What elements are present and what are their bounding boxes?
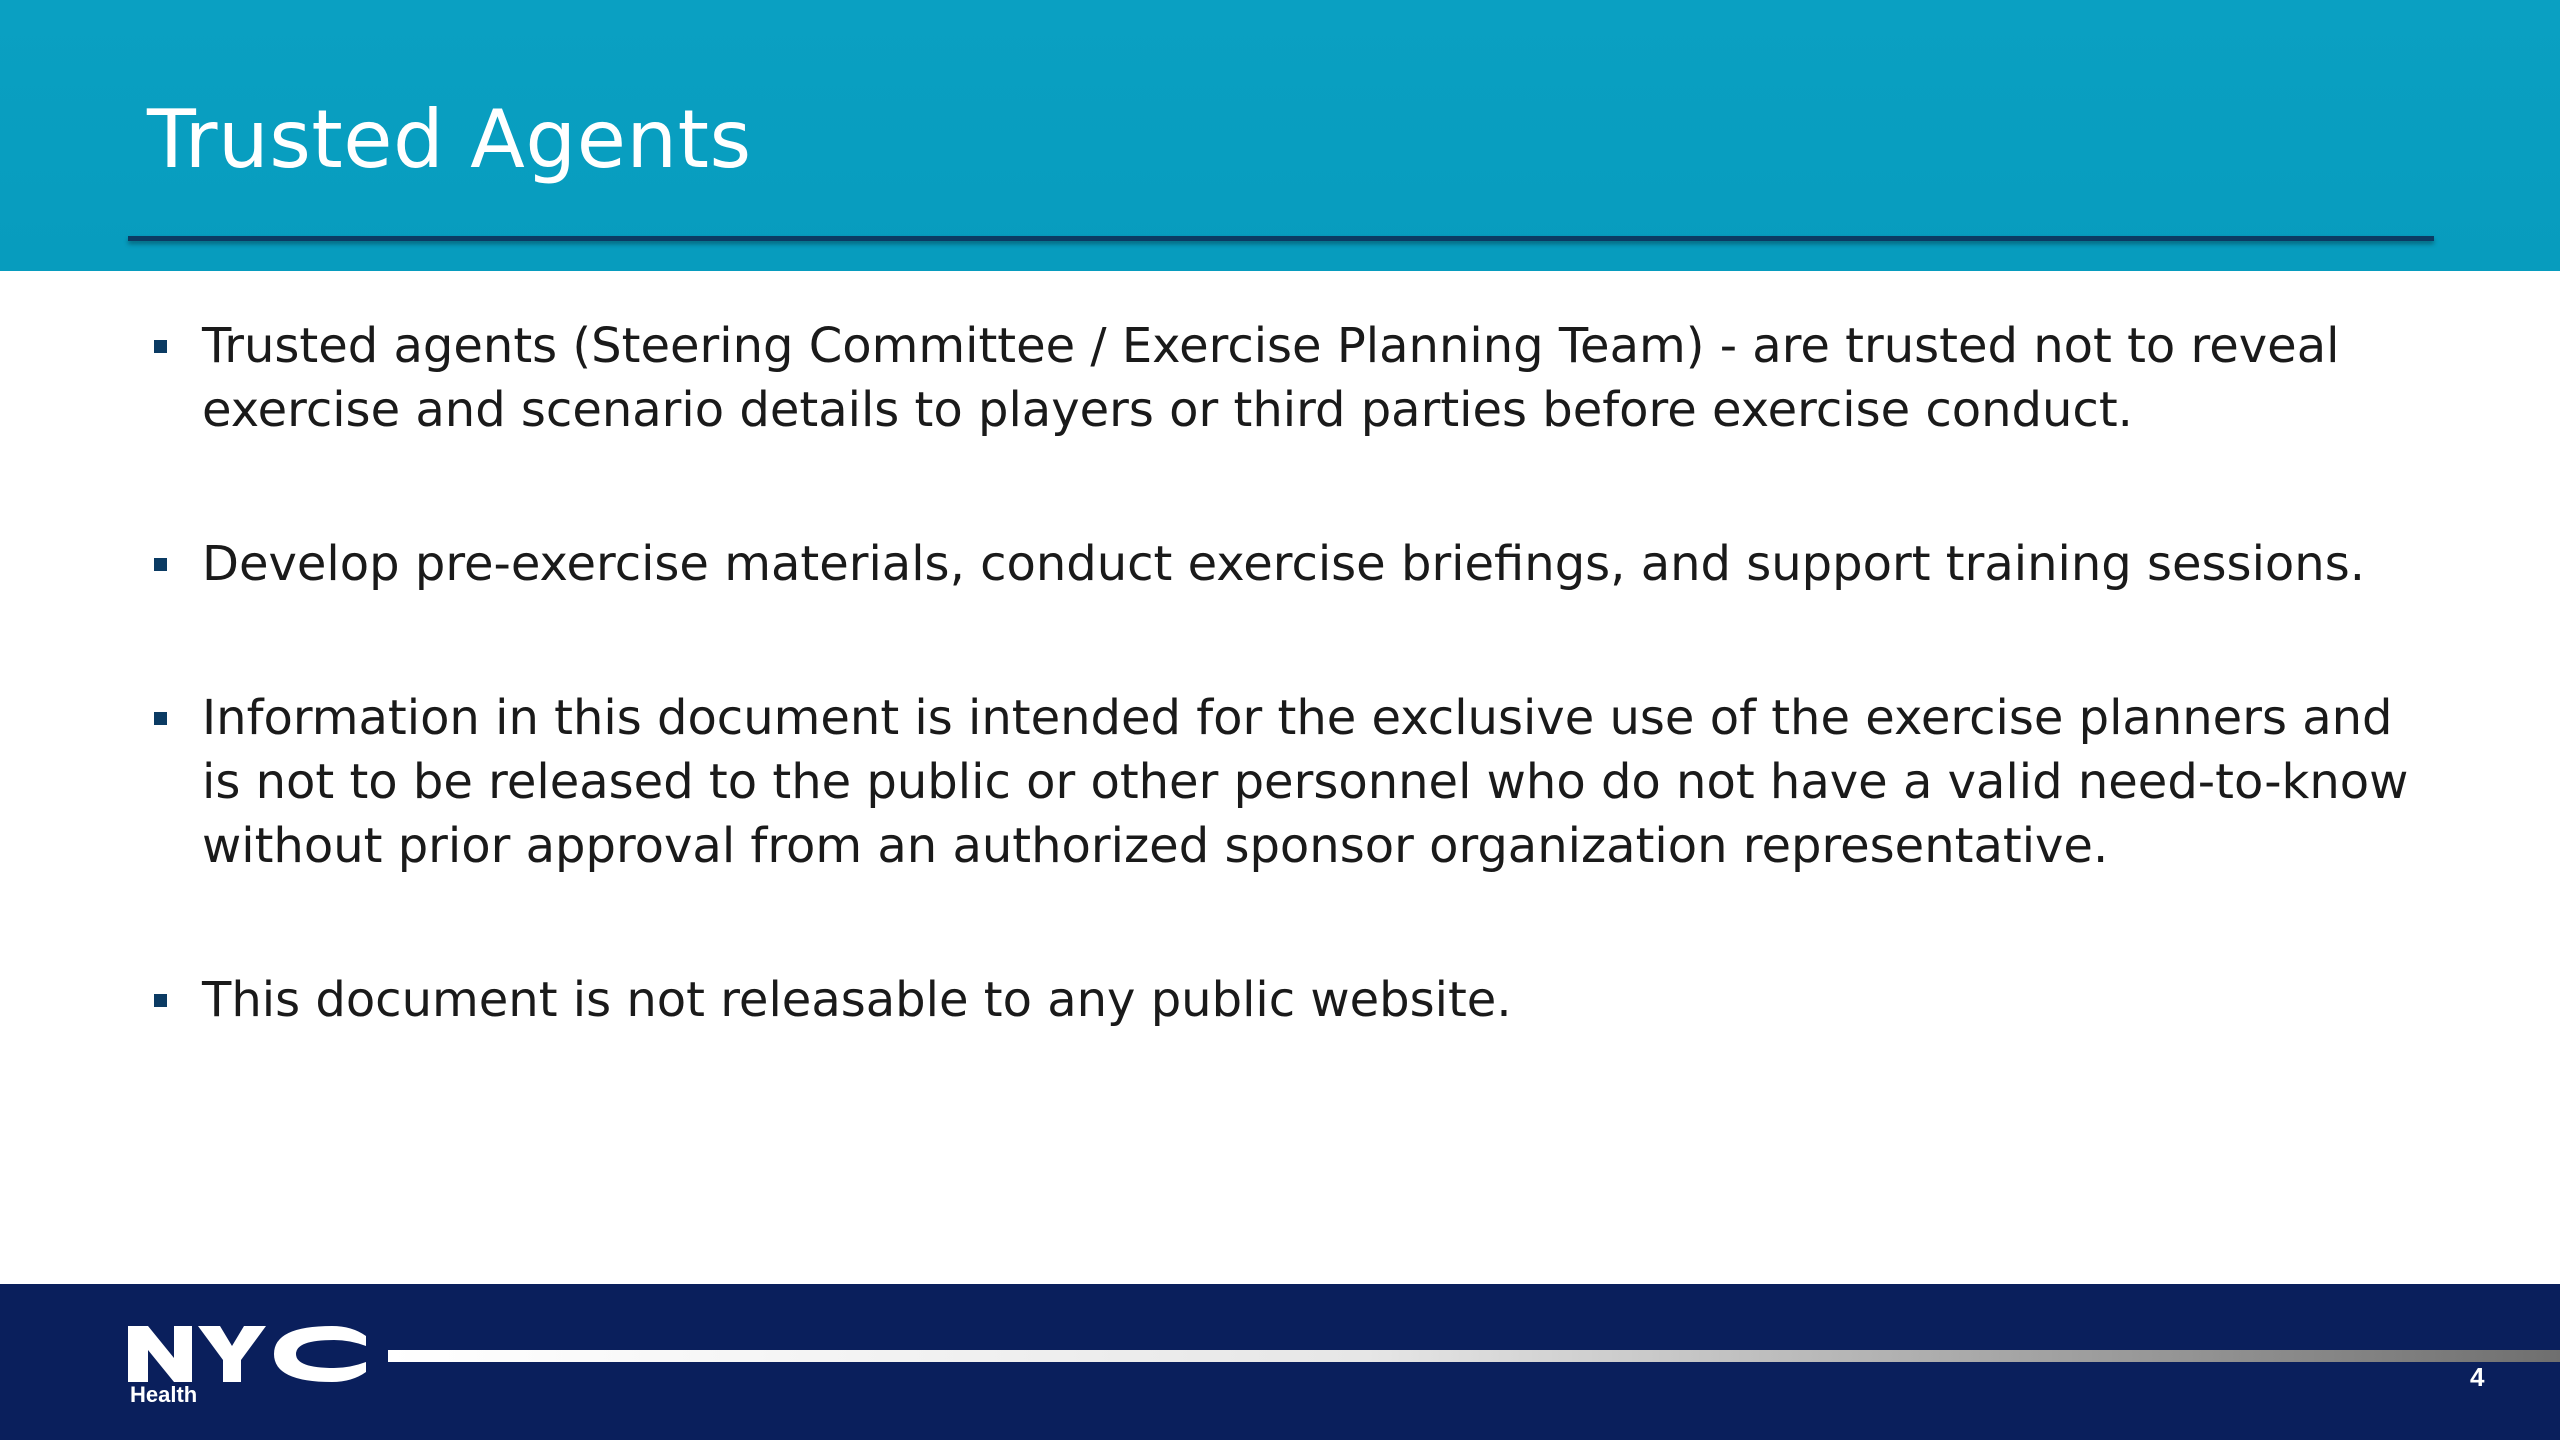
- bullet-text: Trusted agents (Steering Committee / Exercise Planning Team) - are trusted not to reveal exercise and scenario details to players or third parties before exercise conduct.: [202, 318, 2340, 438]
- square-bullet-icon: [154, 340, 167, 353]
- nyc-health-logo: [128, 1324, 368, 1424]
- title-underline: [128, 236, 2434, 241]
- square-bullet-icon: [154, 712, 167, 725]
- bullet-item: [148, 686, 2418, 878]
- square-bullet-icon: [154, 994, 167, 1007]
- bullet-text: This document is not releasable to any public website.: [202, 972, 1512, 1028]
- bullet-text: Information in this document is intended for the exclusive use of the exercise planners and is not to be released to the public or other personnel who do not have a valid need-to-know without prior approval from an authorized sponsor organization representative.: [202, 690, 2409, 874]
- bullet-item: [148, 968, 2418, 1032]
- footer-divider: [388, 1350, 2560, 1362]
- footer-bar: [0, 1284, 2560, 1440]
- page-number: 4: [2470, 1362, 2485, 1392]
- bullet-text: Develop pre-exercise materials, conduct exercise briefings, and support training sessions.: [202, 536, 2365, 592]
- header-bar: [0, 0, 2560, 271]
- bullet-item: [148, 532, 2418, 596]
- bullet-item: [148, 314, 2418, 442]
- nyc-logo-icon: [128, 1324, 368, 1384]
- slide-title: Trusted Agents: [147, 93, 752, 186]
- bullet-list: [148, 314, 2418, 1122]
- logo-subtext: Health: [130, 1382, 198, 1407]
- square-bullet-icon: [154, 558, 167, 571]
